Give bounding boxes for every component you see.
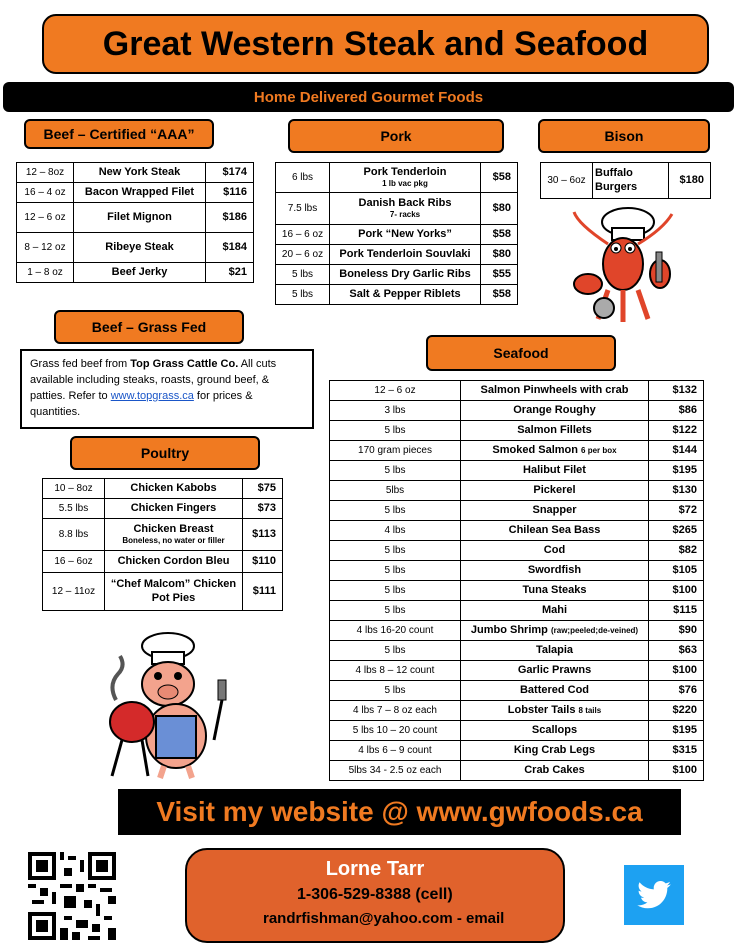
contact-phone[interactable]: 1-306-529-8388 (cell) xyxy=(297,886,453,903)
qty-cell: 16 – 4 oz xyxy=(17,183,74,203)
price-cell: $132 xyxy=(649,381,704,401)
price-cell: $113 xyxy=(243,519,283,551)
qty-cell: 12 – 8oz xyxy=(17,163,74,183)
table-row xyxy=(276,193,518,225)
table-row xyxy=(17,203,254,233)
price-cell: $75 xyxy=(243,479,283,499)
qty-cell: 5 lbs xyxy=(330,641,461,661)
price-cell: $130 xyxy=(649,481,704,501)
item-name: Snapper xyxy=(532,503,577,516)
table-row xyxy=(330,521,704,541)
note-text: Grass fed beef from xyxy=(30,358,131,370)
qty-cell: 1 – 8 oz xyxy=(17,263,74,283)
table-row xyxy=(276,265,518,285)
item-name: Salmon Fillets xyxy=(517,423,592,436)
item-cell: Beef Jerky xyxy=(74,263,206,283)
poultry-header: Poultry xyxy=(70,436,260,470)
table-row xyxy=(330,681,704,701)
table-row xyxy=(330,561,704,581)
table-row xyxy=(43,499,283,519)
qty-cell: 16 – 6oz xyxy=(43,551,105,573)
qty-cell: 5 lbs xyxy=(330,421,461,441)
item-name: King Crab Legs xyxy=(513,743,596,756)
beef-aaa-header: Beef – Certified “AAA” xyxy=(24,119,214,149)
price-cell: $55 xyxy=(481,265,518,285)
item-name: Talapia xyxy=(535,643,574,656)
table-row xyxy=(330,541,704,561)
item-cell: “Chef Malcom” Chicken Pot Pies xyxy=(105,573,243,611)
item-cell xyxy=(461,561,649,581)
price-cell: $174 xyxy=(206,163,254,183)
table-row xyxy=(330,641,704,661)
price-cell: $80 xyxy=(481,193,518,225)
note-text: for prices & quantities. xyxy=(30,389,253,418)
subtitle-text: Home Delivered Gourmet Foods xyxy=(253,88,484,106)
qty-cell: 4 lbs 8 – 12 count xyxy=(330,661,461,681)
table-row xyxy=(330,481,704,501)
item-cell: Chicken Cordon Bleu xyxy=(105,551,243,573)
item-name: Chicken Breast xyxy=(133,523,214,536)
item-cell xyxy=(330,163,481,193)
item-cell xyxy=(461,701,649,721)
qty-cell: 8 – 12 oz xyxy=(17,233,74,263)
twitter-bird-glyph xyxy=(637,881,671,909)
item-note: 6 per box xyxy=(581,445,617,455)
qty-cell: 6 lbs xyxy=(276,163,330,193)
item-name: Cod xyxy=(543,543,566,556)
table-row xyxy=(330,501,704,521)
item-note: 7- racks xyxy=(389,210,421,220)
item-name: Pickerel xyxy=(533,483,576,496)
item-cell xyxy=(461,761,649,781)
item-name: Battered Cod xyxy=(519,683,590,696)
item-name: Crab Cakes xyxy=(524,763,585,776)
item-note: 8 tails xyxy=(578,705,602,715)
qty-cell: 5 lbs 10 – 20 count xyxy=(330,721,461,741)
table-row xyxy=(330,401,704,421)
grass-fed-note xyxy=(20,349,314,429)
grass-fed-header: Beef – Grass Fed xyxy=(54,310,244,344)
item-cell xyxy=(461,401,649,421)
item-cell xyxy=(461,541,649,561)
table-row xyxy=(43,519,283,551)
qty-cell: 3 lbs xyxy=(330,401,461,421)
price-cell: $73 xyxy=(243,499,283,519)
table-row xyxy=(330,381,704,401)
qty-cell: 5 lbs xyxy=(330,601,461,621)
qty-cell: 5 lbs xyxy=(330,561,461,581)
item-name: Chilean Sea Bass xyxy=(508,523,601,536)
item-name: Garlic Prawns xyxy=(517,663,592,676)
table-row xyxy=(276,163,518,193)
item-name: Orange Roughy xyxy=(513,403,596,416)
price-cell: $265 xyxy=(649,521,704,541)
item-note: (raw;peeled;de-veined) xyxy=(550,625,639,635)
qty-cell: 5 lbs xyxy=(330,541,461,561)
table-row xyxy=(541,163,711,199)
table-row xyxy=(330,741,704,761)
subtitle-bar xyxy=(3,82,734,112)
qr-code xyxy=(28,852,116,940)
price-cell: $122 xyxy=(649,421,704,441)
table-row xyxy=(43,573,283,611)
item-cell xyxy=(461,521,649,541)
price-cell: $76 xyxy=(649,681,704,701)
qty-cell: 30 – 6oz xyxy=(541,163,593,199)
qty-cell: 170 gram pieces xyxy=(330,441,461,461)
price-cell: $58 xyxy=(481,285,518,305)
price-cell: $90 xyxy=(649,621,704,641)
item-cell xyxy=(461,421,649,441)
qty-cell: 10 – 8oz xyxy=(43,479,105,499)
item-cell: Chicken Kabobs xyxy=(105,479,243,499)
table-row xyxy=(330,421,704,441)
price-cell: $105 xyxy=(649,561,704,581)
table-row xyxy=(17,233,254,263)
item-cell xyxy=(461,441,649,461)
price-cell: $220 xyxy=(649,701,704,721)
item-cell xyxy=(461,481,649,501)
item-name: Swordfish xyxy=(527,563,582,576)
item-cell xyxy=(461,621,649,641)
seafood-table xyxy=(329,380,704,781)
qty-cell: 8.8 lbs xyxy=(43,519,105,551)
item-cell xyxy=(461,601,649,621)
qty-cell: 5 lbs xyxy=(330,681,461,701)
company-name: Top Grass Cattle Co. xyxy=(130,358,239,370)
item-cell: Buffalo Burgers xyxy=(593,163,669,199)
page-title-text: Great Western Steak and Seafood xyxy=(102,24,649,63)
table-row xyxy=(330,621,704,641)
qty-cell: 5 lbs xyxy=(330,501,461,521)
price-cell: $21 xyxy=(206,263,254,283)
item-cell: Ribeye Steak xyxy=(74,233,206,263)
item-note: 1 lb vac pkg xyxy=(382,179,428,189)
table-row xyxy=(330,661,704,681)
price-cell: $100 xyxy=(649,661,704,681)
qty-cell: 7.5 lbs xyxy=(276,193,330,225)
qty-cell: 12 – 11oz xyxy=(43,573,105,611)
website-banner[interactable] xyxy=(118,789,681,835)
qty-cell: 12 – 6 oz xyxy=(330,381,461,401)
item-name: Mahi xyxy=(541,603,568,616)
price-cell: $72 xyxy=(649,501,704,521)
table-row xyxy=(276,285,518,305)
qty-cell: 5 lbs xyxy=(330,461,461,481)
qty-cell: 4 lbs xyxy=(330,521,461,541)
price-cell: $186 xyxy=(206,203,254,233)
qty-cell: 4 lbs 6 – 9 count xyxy=(330,741,461,761)
table-row xyxy=(43,479,283,499)
pork-header: Pork xyxy=(288,119,504,153)
price-cell: $82 xyxy=(649,541,704,561)
poultry-table xyxy=(42,478,283,611)
table-row xyxy=(17,183,254,203)
seafood-header: Seafood xyxy=(426,335,616,371)
item-cell xyxy=(461,741,649,761)
item-cell xyxy=(461,461,649,481)
price-cell: $111 xyxy=(243,573,283,611)
table-row xyxy=(330,601,704,621)
item-cell: Boneless Dry Garlic Ribs xyxy=(330,265,481,285)
item-cell: Pork Tenderloin Souvlaki xyxy=(330,245,481,265)
price-cell: $110 xyxy=(243,551,283,573)
qty-cell: 4 lbs 7 – 8 oz each xyxy=(330,701,461,721)
item-name: Jumbo Shrimp xyxy=(470,623,548,636)
lobster-chef-illustration xyxy=(568,204,678,328)
bison-table xyxy=(540,162,711,199)
note-text: All cuts available including steaks, roasts, ground beef, & patties. Refer to xyxy=(30,358,277,402)
item-cell: Bacon Wrapped Filet xyxy=(74,183,206,203)
bison-header: Bison xyxy=(538,119,710,153)
table-row xyxy=(330,701,704,721)
price-cell: $180 xyxy=(669,163,711,199)
table-row xyxy=(276,225,518,245)
item-name: Halibut Filet xyxy=(523,463,586,476)
item-cell xyxy=(330,193,481,225)
qty-cell: 5lbs 34 - 2.5 oz each xyxy=(330,761,461,781)
table-row xyxy=(330,581,704,601)
price-cell: $100 xyxy=(649,581,704,601)
item-name: Tuna Steaks xyxy=(522,583,587,596)
price-cell: $63 xyxy=(649,641,704,661)
item-cell: Filet Mignon xyxy=(74,203,206,233)
qty-cell: 5 lbs xyxy=(276,285,330,305)
item-cell xyxy=(461,661,649,681)
price-cell: $315 xyxy=(649,741,704,761)
qty-cell: 4 lbs 16-20 count xyxy=(330,621,461,641)
price-cell: $58 xyxy=(481,225,518,245)
item-note: Boneless, no water or filler xyxy=(122,536,225,546)
table-row xyxy=(43,551,283,573)
item-name: Pork Tenderloin xyxy=(363,166,447,179)
price-cell: $115 xyxy=(649,601,704,621)
contact-email[interactable]: randrfishman@yahoo.com - email xyxy=(263,910,505,927)
item-name: Salmon Pinwheels with crab xyxy=(480,383,629,396)
beef-aaa-table xyxy=(16,162,254,283)
topgrass-link[interactable]: www.topgrass.ca xyxy=(110,389,194,402)
item-name: Scallops xyxy=(531,723,578,736)
price-cell: $100 xyxy=(649,761,704,781)
table-row xyxy=(17,263,254,283)
price-cell: $195 xyxy=(649,461,704,481)
table-row xyxy=(17,163,254,183)
table-row xyxy=(330,461,704,481)
page-title xyxy=(42,14,709,74)
twitter-bird-icon[interactable] xyxy=(624,865,684,925)
item-cell: Chicken Fingers xyxy=(105,499,243,519)
qty-cell: 5.5 lbs xyxy=(43,499,105,519)
table-row xyxy=(330,721,704,741)
item-cell xyxy=(461,681,649,701)
item-cell xyxy=(461,581,649,601)
item-name: Smoked Salmon xyxy=(492,443,578,456)
qty-cell: 16 – 6 oz xyxy=(276,225,330,245)
contact-card xyxy=(185,848,565,943)
pig-chef-bbq-illustration xyxy=(96,630,252,780)
item-name: Lobster Tails xyxy=(507,703,576,716)
qty-cell: 20 – 6 oz xyxy=(276,245,330,265)
item-cell xyxy=(461,501,649,521)
qty-cell: 5 lbs xyxy=(330,581,461,601)
table-row xyxy=(330,441,704,461)
price-cell: $58 xyxy=(481,163,518,193)
price-cell: $195 xyxy=(649,721,704,741)
item-cell xyxy=(461,641,649,661)
qty-cell: 5lbs xyxy=(330,481,461,501)
price-cell: $184 xyxy=(206,233,254,263)
pork-table xyxy=(275,162,518,305)
item-name: Danish Back Ribs xyxy=(358,197,452,210)
item-cell: Salt & Pepper Riblets xyxy=(330,285,481,305)
item-cell xyxy=(461,381,649,401)
item-cell xyxy=(461,721,649,741)
item-cell: New York Steak xyxy=(74,163,206,183)
qty-cell: 5 lbs xyxy=(276,265,330,285)
price-cell: $80 xyxy=(481,245,518,265)
price-cell: $116 xyxy=(206,183,254,203)
contact-name: Lorne Tarr xyxy=(325,858,425,880)
table-row xyxy=(330,761,704,781)
website-banner-text: Visit my website @ www.gwfoods.ca xyxy=(156,796,643,827)
qty-cell: 12 – 6 oz xyxy=(17,203,74,233)
price-cell: $144 xyxy=(649,441,704,461)
item-cell: Pork “New Yorks” xyxy=(330,225,481,245)
item-cell xyxy=(105,519,243,551)
table-row xyxy=(276,245,518,265)
price-cell: $86 xyxy=(649,401,704,421)
